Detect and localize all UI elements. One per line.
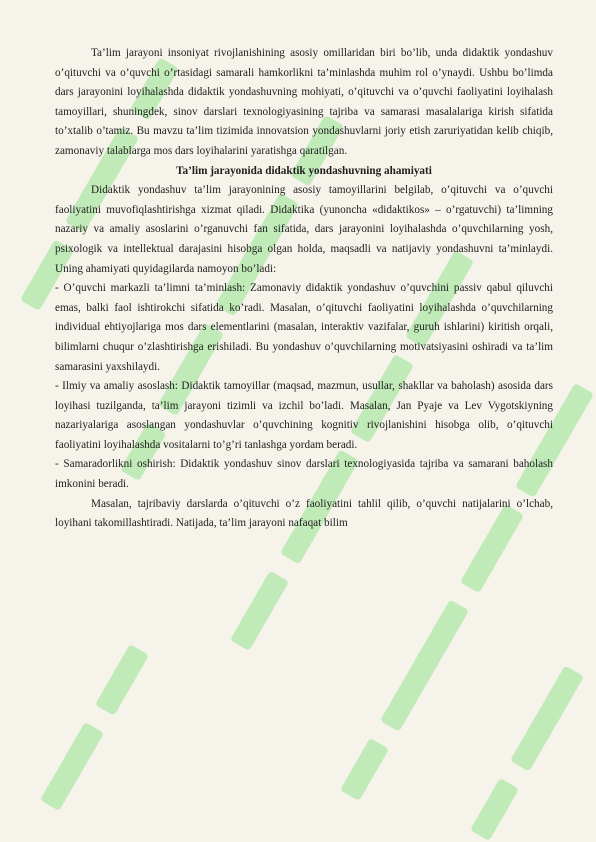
body-paragraph: Masalan, tajribaviy darslarda o’qituvchi o’z faoliyatini tahlil qilib, o’quvchi natijalarini o’lchab, loyihani takomillashtiradi. Natijada, ta’lim jarayoni nafaqat bilim: [55, 497, 553, 530]
list-item: - Ilmiy va amaliy asoslash: Didaktik tamoyillar (maqsad, mazmun, usullar, shakllar va baholash) asosida dars loyihasi tuzilganda, ta’lim jarayoni tizimli va izchil bo’ladi. Masalan, Jan Pyaje va Lev Vygotskiyning nazariyalariga asoslangan yondashuvlar o’quvchining kognitiv rivojlanishini hisobga olib, o’qituvchi faoliyatini loyihalashda vositalarni to’g’ri tanlashga yordam beradi.: [55, 380, 553, 451]
list-item: - Samaradorlikni oshirish: Didaktik yondashuv sinov darslari texnologiyasida tajriba va samarani baholash imkonini beradi.: [55, 458, 553, 491]
intro-paragraph: Ta’lim jarayoni insoniyat rivojlanishining asosiy omillaridan biri bo’lib, unda didaktik yondashuv o’qituvchi va o’quvchi o’rtasidagi samarali hamkorlikni ta’minlashda muhim rol o’ynaydi. Ushbu bo’limda dars jarayonini loyihalashda didaktik yondashuvning mohiyati, o’qituvchi va o’quvchi faoliyatini loyihalash tamoyillari, shuningdek, sinov darslari texnologiyasining tajriba va samarasi masalalariga kirish sifatida to’xtalib o’tamiz. Bu mavzu ta’lim tizimida innovatsion yondashuvlarni joriy etish zaruriyatidan kelib chiqib, zamonaviy talablarga mos dars loyihalarini yaratishga qaratilgan.: [55, 47, 553, 157]
body-paragraph: Didaktik yondashuv ta’lim jarayonining asosiy tamoyillarini belgilab, o’qituvchi va o’quvchi faoliyatini muvofiqlashtirishga xizmat qiladi. Didaktika (yunoncha «didaktikos» – o’rgatuvchi) ta’limning nazariy va amaliy asoslarini o’rganuvchi fan sifatida, dars jarayonini loyihalashda o’quvchilarning yosh, psixologik va intellektual darajasini hisobga olgan holda, maqsadli va natijaviy yondashuvni ta’minlaydi. Uning ahamiyati quyidagilarda namoyon bo’ladi:: [55, 184, 553, 275]
section-heading: Ta’lim jarayonida didaktik yondashuvning ahamiyati: [176, 164, 432, 177]
document-body: [55, 44, 553, 534]
list-item: - O’quvchi markazli ta’limni ta’minlash: Zamonaviy didaktik yondashuv o’quvchini passiv qabul qiluvchi emas, balki faol ishtirokchi sifatida ko’radi. Masalan, o’qituvchi faoliyatini loyihalashda o’quvchilarning individual ehtiyojlariga mos dars elementlarini (masalan, interaktiv vazifalar, guruh ishlarini) kiritish orqali, bilimlarni chuqur o’zlashtirishga erishiladi. Bu yondashuv o’quvchilarning motivatsiyasini oshiradi va ta’lim samarasini yaxshilaydi.: [55, 282, 553, 373]
